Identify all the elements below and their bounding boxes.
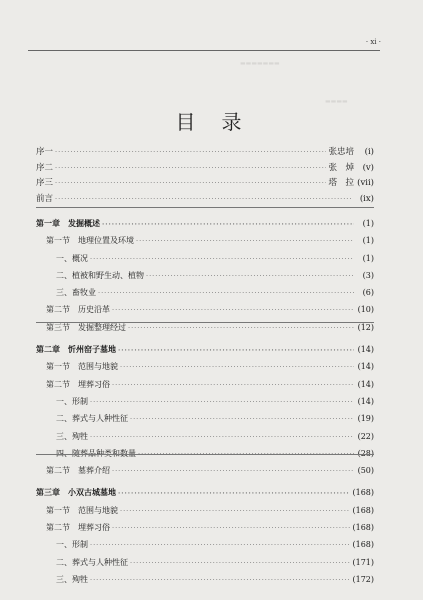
toc-entry-preface[interactable] [36, 176, 374, 192]
entry-page: (1) [362, 236, 374, 246]
entry-label: 序二 [36, 162, 54, 173]
entry-page: (i) [364, 147, 374, 157]
entry-author: 张忠培 [328, 147, 354, 157]
toc-entry-preface[interactable] [36, 192, 374, 208]
entry-page: (28) [357, 448, 374, 458]
leader-dots [146, 272, 354, 280]
entry-page: (168) [352, 540, 374, 550]
header-rule [28, 50, 380, 51]
entry-label: 序一 [36, 147, 54, 157]
entry-page: (v) [362, 162, 374, 173]
leader-dots [128, 324, 354, 332]
preface-list [36, 145, 374, 207]
entry-label: 第一节 地理位置及环境 [46, 236, 134, 246]
entry-label: 一、概况 [56, 253, 88, 263]
chapter-block [36, 487, 374, 591]
section-rule [36, 207, 374, 208]
section-rule [36, 322, 374, 323]
toc-entry-section[interactable] [36, 304, 374, 321]
toc-entry-subsection[interactable] [36, 574, 374, 591]
entry-page: (6) [362, 288, 374, 298]
entry-label: 一、形制 [56, 396, 88, 406]
entry-label: 三、殉牲 [56, 574, 88, 584]
entry-page: (14) [357, 345, 374, 355]
page-folio: · xi · [365, 38, 381, 46]
entry-page: (171) [352, 557, 374, 567]
toc-entry-subsection[interactable] [36, 413, 374, 430]
leader-dots [90, 433, 354, 441]
toc-entry-chapter[interactable] [36, 487, 374, 504]
entry-author: 塔 拉 [328, 178, 354, 188]
entry-label: 前言 [36, 193, 54, 204]
entry-label: 第一节 范围与地貌 [46, 362, 118, 372]
toc-entry-preface[interactable] [36, 145, 374, 161]
toc-entry-subsection[interactable] [36, 270, 374, 287]
leader-dots [136, 237, 354, 245]
leader-dots [112, 467, 354, 475]
leader-dots [112, 381, 354, 389]
leader-dots [90, 255, 354, 263]
toc-entry-section[interactable] [36, 505, 374, 522]
entry-label: 第一节 范围与地貌 [46, 505, 118, 515]
chapter-label: 第三章 小双古城墓地 [36, 487, 116, 498]
entry-label: 序三 [36, 178, 54, 188]
entry-page: (14) [357, 362, 374, 372]
toc-entry-subsection[interactable] [36, 539, 374, 556]
entry-label: 第三节 发掘整理经过 [46, 322, 126, 332]
leader-dots [55, 179, 326, 187]
leader-dots [90, 576, 350, 584]
entry-page: (168) [352, 523, 374, 533]
leader-dots [112, 524, 350, 532]
entry-page: (3) [362, 270, 374, 280]
chapter-label: 第二章 忻州窑子墓地 [36, 344, 116, 355]
toc-entry-subsection[interactable] [36, 557, 374, 574]
toc-entry-chapter[interactable] [36, 344, 374, 361]
leader-dots [120, 507, 350, 515]
leader-dots [90, 541, 350, 549]
chapter-block [36, 344, 374, 482]
entry-label: 第二节 墓葬介绍 [46, 466, 110, 476]
entry-page: (168) [352, 505, 374, 515]
leader-dots [130, 415, 354, 423]
toc-entry-subsection[interactable] [36, 431, 374, 448]
entry-page: (50) [357, 466, 374, 476]
leader-dots [130, 559, 350, 567]
toc-entry-subsection[interactable] [36, 287, 374, 304]
show-through-mark: ▬▬▬▬ [325, 98, 348, 105]
toc-entry-section[interactable] [36, 322, 374, 339]
entry-label: 三、畜牧业 [56, 288, 96, 298]
entry-label: 二、葬式与人种性征 [56, 557, 128, 567]
entry-page: (172) [352, 574, 374, 584]
leader-dots [118, 489, 350, 497]
toc-entry-preface[interactable] [36, 161, 374, 177]
entry-page: (ix) [359, 193, 374, 204]
entry-label: 四、随葬品种类和数量 [56, 448, 136, 458]
chapter-block [36, 218, 374, 339]
entry-label: 第二节 埋葬习俗 [46, 379, 110, 389]
toc-entry-section[interactable] [36, 379, 374, 396]
toc-entry-section[interactable] [36, 522, 374, 539]
section-rule [36, 454, 374, 455]
leader-dots [102, 220, 354, 228]
entry-page: (14) [357, 396, 374, 406]
leader-dots [120, 363, 354, 371]
leader-dots [118, 346, 354, 354]
leader-dots [98, 289, 354, 297]
toc-entry-subsection[interactable] [36, 253, 374, 270]
entry-page: (19) [357, 414, 374, 424]
entry-label: 三、殉牲 [56, 431, 88, 441]
entry-page: (12) [357, 322, 374, 332]
leader-dots [55, 164, 326, 172]
chapter-label: 第一章 发掘概述 [36, 218, 100, 228]
entry-author: 张 焯 [328, 162, 354, 173]
leader-dots [55, 195, 352, 203]
leader-dots [55, 148, 326, 156]
toc-entry-section[interactable] [36, 361, 374, 378]
entry-page: (1) [362, 219, 374, 228]
entry-label: 二、葬式与人种性征 [56, 414, 128, 424]
entry-page: (14) [357, 379, 374, 389]
entry-label: 一、形制 [56, 540, 88, 550]
show-through-mark: ▬▬▬▬▬▬▬ [240, 60, 280, 67]
table-of-contents [36, 145, 374, 591]
entry-page: (168) [352, 488, 374, 498]
toc-entry-chapter[interactable] [36, 218, 374, 235]
toc-entry-section[interactable] [36, 465, 374, 482]
entry-page: (1) [362, 253, 374, 263]
leader-dots [90, 398, 354, 406]
toc-entry-section[interactable] [36, 235, 374, 252]
entry-label: 第二节 历史沿革 [46, 305, 110, 315]
entry-label: 第二节 埋葬习俗 [46, 523, 110, 533]
leader-dots [112, 306, 354, 314]
entry-page: (22) [357, 431, 374, 441]
toc-title: 目录 [175, 110, 268, 134]
entry-page: (10) [357, 305, 374, 315]
toc-entry-subsection[interactable] [36, 448, 374, 465]
entry-page: (vii) [357, 178, 374, 188]
toc-entry-subsection[interactable] [36, 396, 374, 413]
entry-label: 二、植被和野生动、植物 [56, 270, 144, 280]
